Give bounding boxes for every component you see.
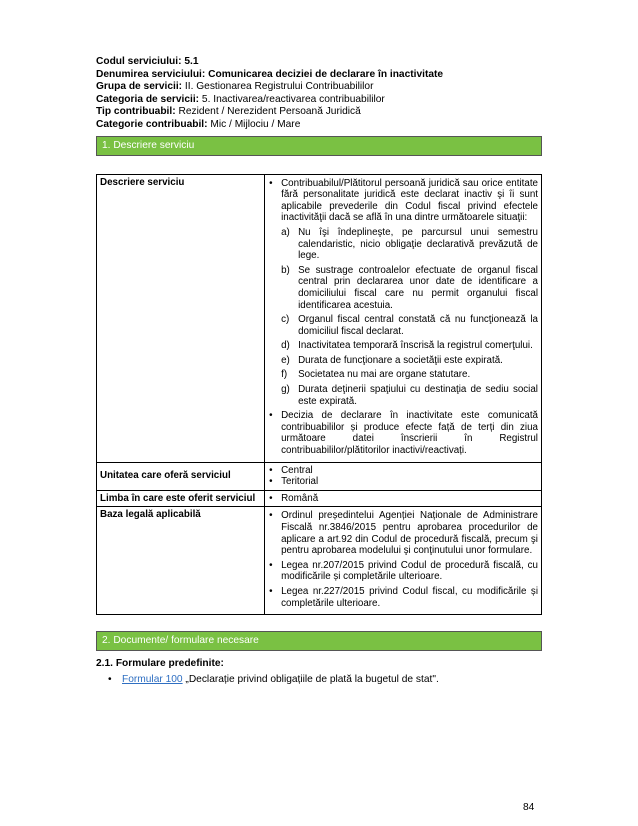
row-value xyxy=(265,462,542,490)
row-label: Baza legală aplicabilă xyxy=(97,507,265,615)
document-page xyxy=(96,56,542,685)
taxpayer-type: Tip contribuabil: Rezident / Nerezident Persoană Juridică xyxy=(96,106,361,118)
table-row xyxy=(97,462,542,490)
table-row xyxy=(97,490,542,507)
row-value xyxy=(265,174,542,462)
list-item: a) Nu îşi îndeplineşte, pe parcursul unui semestru calendaristic, nicio obligaţie declarativă prevăzută de lege. xyxy=(281,226,538,262)
table-row xyxy=(97,507,542,615)
table-row xyxy=(97,174,542,462)
list-item: • Legea nr.207/2015 privind Codul de procedură fiscală, cu modificările și completările ulterioare. xyxy=(268,560,538,583)
subsection-heading: 2.1. Formulare predefinite: xyxy=(96,658,224,670)
row-value xyxy=(265,490,542,507)
service-name: Denumirea serviciului: Comunicarea deciziei de declarare în inactivitate xyxy=(96,68,444,80)
description-bullet: • Decizia de declarare în inactivitate este comunicată contribuabililor și produce efecte față de terți din ziua următoare datei înscrierii în Registrul contribuabililor/plătitorilor inactivi/reactivați. xyxy=(268,410,538,456)
list-item: • Teritorial xyxy=(268,476,538,488)
list-item: • Legea nr.227/2015 privind Codul fiscal, cu modificările și completările ulterioare. xyxy=(268,586,538,609)
list-item: • Română xyxy=(268,493,538,505)
list-item: d) Inactivitatea temporară înscrisă la registrul comerţului. xyxy=(281,340,533,352)
list-item: • Central xyxy=(268,465,538,477)
list-item: c) Organul fiscal central constată că nu funcţionează la domiciliul fiscal declarat. xyxy=(281,314,538,337)
row-label: Unitatea care oferă serviciul xyxy=(97,462,265,490)
form-item xyxy=(96,674,542,685)
list-item: e) Durata de funcţionare a societăţii este expirată. xyxy=(281,354,503,366)
description-bullet: • Contribuabilul/Plătitorul persoană juridică sau orice entitate fără personalitate juridică este declarat inactiv şi îi sunt aplicabile prevederile din Codul fiscal privind efectele inactivităţii dacă se află în una dintre următoarele situaţii: xyxy=(268,178,538,224)
row-label: Descriere serviciu xyxy=(97,174,265,462)
service-code: Codul serviciului: 5.1 xyxy=(96,56,199,67)
form-description: „Declarație privind obligațiile de plată la bugetul de stat". xyxy=(182,674,439,686)
service-group: Grupa de servicii: II. Gestionarea Registrului Contribuabililor xyxy=(96,81,374,93)
taxpayer-category: Categorie contribuabil: Mic / Mijlociu / Mare xyxy=(96,118,301,130)
form-100-link[interactable]: Formular 100 xyxy=(122,674,183,686)
list-item: f) Societatea nu mai are organe statutare. xyxy=(281,369,471,381)
list-item: b) Se sustrage controalelor efectuate de organul fiscal central prin declararea unor date de identificare a domiciliului fiscal care nu permit organului fiscal identificarea acestuia. xyxy=(281,264,538,311)
list-item: g) Durata deţinerii spaţiului cu destinaţia de sediu social este expirată. xyxy=(281,384,538,407)
row-value xyxy=(265,507,542,615)
row-label: Limba în care este oferit serviciul xyxy=(97,490,265,507)
service-table xyxy=(96,174,542,616)
section-2-header: 2. Documente/ formulare necesare xyxy=(96,631,542,651)
list-item: • Ordinul președintelui Agenției Naționale de Administrare Fiscală nr.3846/2015 pentru aprobarea procedurilor de aplicare a art.92 din Codul de procedură fiscală, precum şi pentru aprobarea modelului şi conţinutului unor formulare. xyxy=(268,510,538,556)
service-category: Categoria de servicii: 5. Inactivarea/reactivarea contribuabililor xyxy=(96,93,385,105)
page-number: 84 xyxy=(523,802,535,813)
section-1-header: 1. Descriere serviciu xyxy=(96,136,542,156)
